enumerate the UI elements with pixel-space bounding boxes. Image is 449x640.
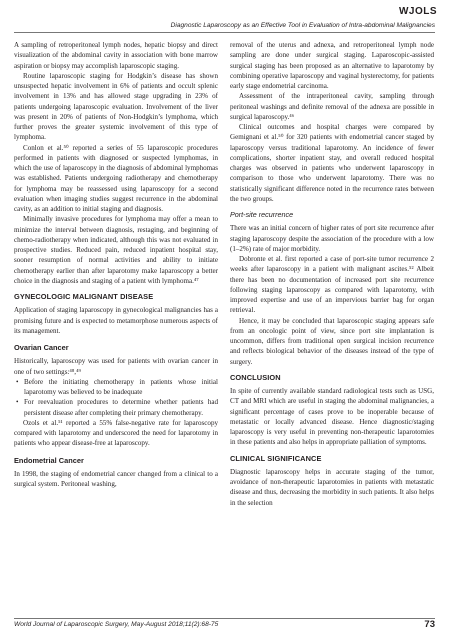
left-column: [14, 40, 218, 489]
paragraph: Dobronte et al. first reported a case of port-site tumor recurrence 2 weeks after laparoscopy in a patient with malignant ascites.⁵² Albeit there has been no documentation of increased port site recurrence following staging laparoscopy as compared with laparotomy, with improved expertise and use of an impervious barrier bag for organ retrieval.: [230, 255, 434, 315]
paragraph: Application of staging laparoscopy in gynecological malignancies has a promising future and is expected to metamorphose numerous aspects of its management.: [14, 306, 218, 335]
subsection-heading: Port-site recurrence: [230, 210, 294, 219]
bullet-list: [14, 377, 218, 418]
paragraph: In spite of currently available standard radiological tests such as USG, CT and MRI which are useful in staging the abdominal malignancies, a significant percentage of cases prove to be inoperable because of metastatic or locally advanced disease. Hence diagnostic/staging laparoscopy is very useful in preventing non-therapeutic laparotomies in these patients and also helps in appropriate palliation of symptoms.: [230, 387, 434, 447]
list-item: • For reevaluation procedures to determine whether patients had persistent disease after completing their primary chemotherapy.: [24, 397, 218, 418]
paragraph: Diagnostic laparoscopy helps in accurate staging of the tumor, avoidance of non-therapeutic laparotomies in patients with metastatic disease and thus, decreasing the morbidity in such patients. It also helps in the selection: [230, 467, 434, 507]
paragraph: Hence, it may be concluded that laparoscopic staging appears safe from an oncologic point of view, since port site implantation is uncommon, differs from traditional open surgical incision recurrence and reflects biological behavior of the diseases instead of the type of surgery.: [230, 316, 434, 366]
paragraph: A sampling of retroperitoneal lymph nodes, hepatic biopsy and direct visualization of the abdominal cavity in association with bone marrow aspiration or biopsy may accomplish laparoscopic staging.: [14, 41, 218, 70]
paragraph: Ozols et al.⁵¹ reported a 55% false-negative rate for laparoscopy compared with laparotomy and underscored the need for laparotomy in patients who appear disease-free at laparoscopy.: [14, 418, 218, 448]
paragraph: Historically, laparoscopy was used for patients with ovarian cancer in one of two settings:⁴⁸,⁴⁹: [14, 357, 218, 376]
subsection-heading: Ovarian Cancer: [14, 343, 69, 352]
page-number: 73: [424, 619, 435, 630]
running-title: Diagnostic Laparoscopy as an Effective Tool in Evaluation of Intra-abdominal Malignancies: [170, 22, 435, 29]
paragraph: Conlon et al.⁵⁰ reported a series of 55 laparoscopic procedures performed in patients with diagnosed or suspected lymphomas, in which the use of laparoscopy in the diagnosis of abdominal lymphomas was established. Patients undergoing radiotherapy and chemotherapy for lymphoma may be reassessed using laparoscopy for a second evaluation when imaging studies suggest recurrence in the abdominal cavity, as an addition to initial staging and diagnosis.: [14, 143, 218, 213]
journal-name: WJOLS: [398, 6, 437, 17]
section-heading: CLINICAL SIGNIFICANCE: [230, 453, 322, 463]
paragraph: removal of the uterus and adnexa, and retroperitoneal lymph node sampling are done under surgical staging. Laparoscopic-assisted surgical staging has been proposed as an alternative to laparotomy by combining operative laparoscopy and vaginal hysterectomy, for patients early stage endometrial carcinoma.: [230, 41, 434, 90]
header-rule: [14, 32, 435, 33]
paragraph: There was an initial concern of higher rates of port site recurrence after staging laparoscopy despite the association of the procedure with a low (1–2%) rate of major morbidity.: [230, 224, 434, 253]
paragraph: Routine laparoscopic staging for Hodgkin’s disease has shown unsuspected hepatic involvement in 6% of patients and occult splenic involvement in 13% and has allowed stage upgrading in 23% of patients undergoing laparoscopic evaluation. Involvement of the liver was present in 20% of patients of Non-Hodgkin’s lymphoma, which further proves the greater systemic involvement of this type of lymphoma.: [14, 71, 218, 142]
footer-citation: World Journal of Laparoscopic Surgery, May-August 2018;11(2):68-75: [14, 621, 219, 628]
footer-rule: [14, 618, 435, 619]
list-item: • Before the initiating chemotherapy in patients whose initial laparotomy was believed to be inadequate: [24, 377, 218, 398]
paragraph: In 1998, the staging of endometrial cancer changed from a clinical to a surgical system. Peritoneal washing,: [14, 469, 218, 488]
paragraph: Assessment of the intraperitoneal cavity, sampling through peritoneal washings and definite removal of the adnexa are possible in surgical laparoscopy.⁴⁶: [230, 92, 434, 121]
subsection-heading: Endometrial Cancer: [14, 455, 84, 465]
section-heading: CONCLUSION: [230, 372, 281, 382]
paragraph: Minimally invasive procedures for lymphoma may offer a mean to minimize the interval between diagnosis, restaging, and beginning of chemo-radiotherapy when indicated, although this was not evaluated in prospective studies. Reduced pain, reduced inpatient hospital stay, sooner resumption of normal activities and ability to initiate chemotherapy earlier than after laparotomy make laparoscopy a better choice in the diagnosis and staging of a patient with lymphoma.⁴⁷: [14, 215, 218, 285]
right-column: [230, 40, 434, 508]
paragraph: Clinical outcomes and hospital charges were compared by Gemignani et al.⁵⁰ for 320 patients with endometrial cancer staged by laparoscopy versus traditional laparotomy. An incidence of fewer complications, shorter inpatient stay, and overall reduced hospital charges was observed in patients who underwent laparoscopy in comparison to those who underwent laparotomy. There was no statistically significant difference noted in the recurrence rates between the two groups.: [230, 123, 434, 203]
section-heading: GYNECOLOGIC MALIGNANT DISEASE: [14, 292, 154, 301]
